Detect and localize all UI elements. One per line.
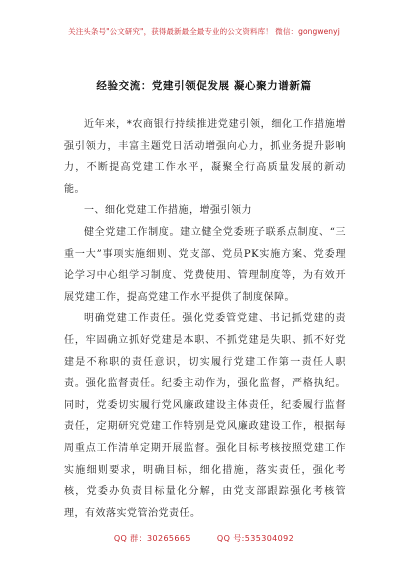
intro-paragraph: 近年来，*农商银行持续推进党建引领，细化工作措施增强引领力，丰富主题党日活动增强向心力，抓业务提升影响力，不断提高党建工作水平，凝聚全行高质量发展的新动能。 [64,119,346,195]
qq-group-label: QQ 群： [113,534,147,543]
header-promo-text: 关注头条号"公文研究"，获得最新最全最专业的公文资料库！ 微信：gongwenyj [68,27,340,36]
section-heading: 一、细化党建工作措施，增强引领力 [84,205,252,217]
qq-number-label: QQ 号: [216,534,245,543]
footer-contact [0,533,408,544]
document-body [64,114,346,524]
document-title: 经验交流：党建引领促发展 凝心聚力谱新篇 [96,80,312,92]
qq-number: 535304092 [244,534,295,543]
qq-group-number: 30265665 [146,534,191,543]
body-paragraph: 明确党建工作责任。强化党委管党建、书记抓党建的责任，牢固确立抓好党建是本职、不抓党建是失职、抓不好党建是不称职的责任意识，切实履行党建工作第一责任人职责。强化监督责任。纪委主动作为，强化监督，严格执纪。同时，党委切实履行党风廉政建设主体责任，纪委履行监督责任，定期研究党建工作特别是党风廉政建设工作，根据每周重点工作清单定期开展监督。强化目标考核按照党建工作实施细则要求，明确目标，细化措施，落实责任，强化考核，党委办负责目标量化分解，由党支部跟踪强化考核管理，有效落实党管治党责任。 [64,313,346,519]
body-paragraph: 健全党建工作制度。建立健全党委班子联系点制度、“三重一大”事项实施细则、党支部、党员PK实施方案、党委理论学习中心组学习制度、党费使用、管理制度等，为有效开展党建工作，提高党建工作水平提供了制度保障。 [64,226,346,303]
